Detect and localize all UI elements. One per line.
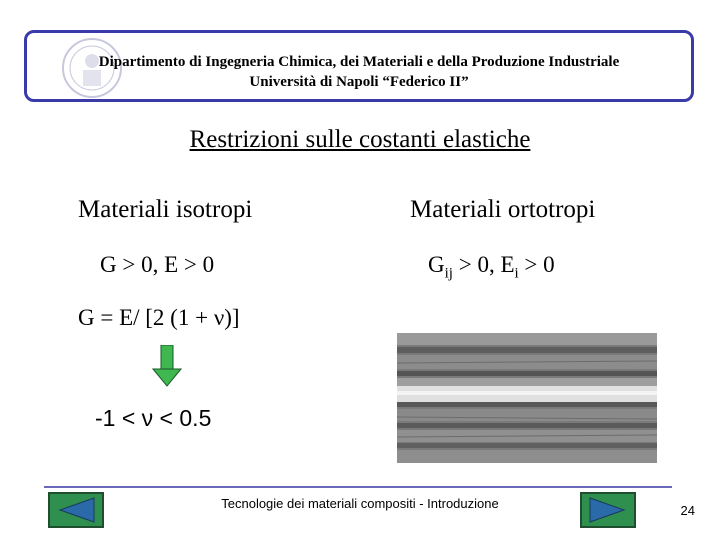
slide-title: Restrizioni sulle costanti elastiche: [189, 126, 531, 153]
g-subscript: ij: [444, 265, 453, 282]
poisson-range: [95, 405, 211, 432]
header-box: [24, 30, 694, 102]
condition-end: > 0: [518, 252, 555, 277]
nu-symbol: ν: [213, 305, 225, 330]
condition-middle: > 0, E: [452, 252, 515, 277]
g-letter: G: [428, 252, 445, 277]
footer-course-title: Tecnologie dei materiali compositi - Introduzione: [221, 496, 499, 511]
page-number: 24: [680, 503, 695, 518]
relation-prefix: G = E/ [2 (1 +: [78, 305, 214, 330]
shear-modulus-relation: [78, 305, 240, 331]
footer-divider: [44, 486, 672, 488]
department-name: Dipartimento di Ingegneria Chimica, dei Materiali e della Produzione Industriale: [98, 54, 620, 70]
nu-symbol-range: ν: [141, 405, 154, 431]
university-name: Università di Napoli “Federico II”: [249, 74, 469, 90]
e-subscript: i: [514, 265, 519, 282]
range-prefix: -1 <: [95, 405, 142, 431]
isotropic-condition: G > 0, E > 0: [100, 252, 215, 277]
arrow-down-icon: [152, 345, 182, 387]
orthotropic-condition: [428, 252, 555, 283]
relation-suffix: )]: [224, 305, 240, 330]
range-suffix: < 0.5: [153, 405, 212, 431]
orthotropic-heading: Materiali ortotropi: [410, 196, 596, 223]
composite-micrograph: [397, 333, 657, 463]
isotropic-heading: Materiali isotropi: [78, 196, 253, 223]
